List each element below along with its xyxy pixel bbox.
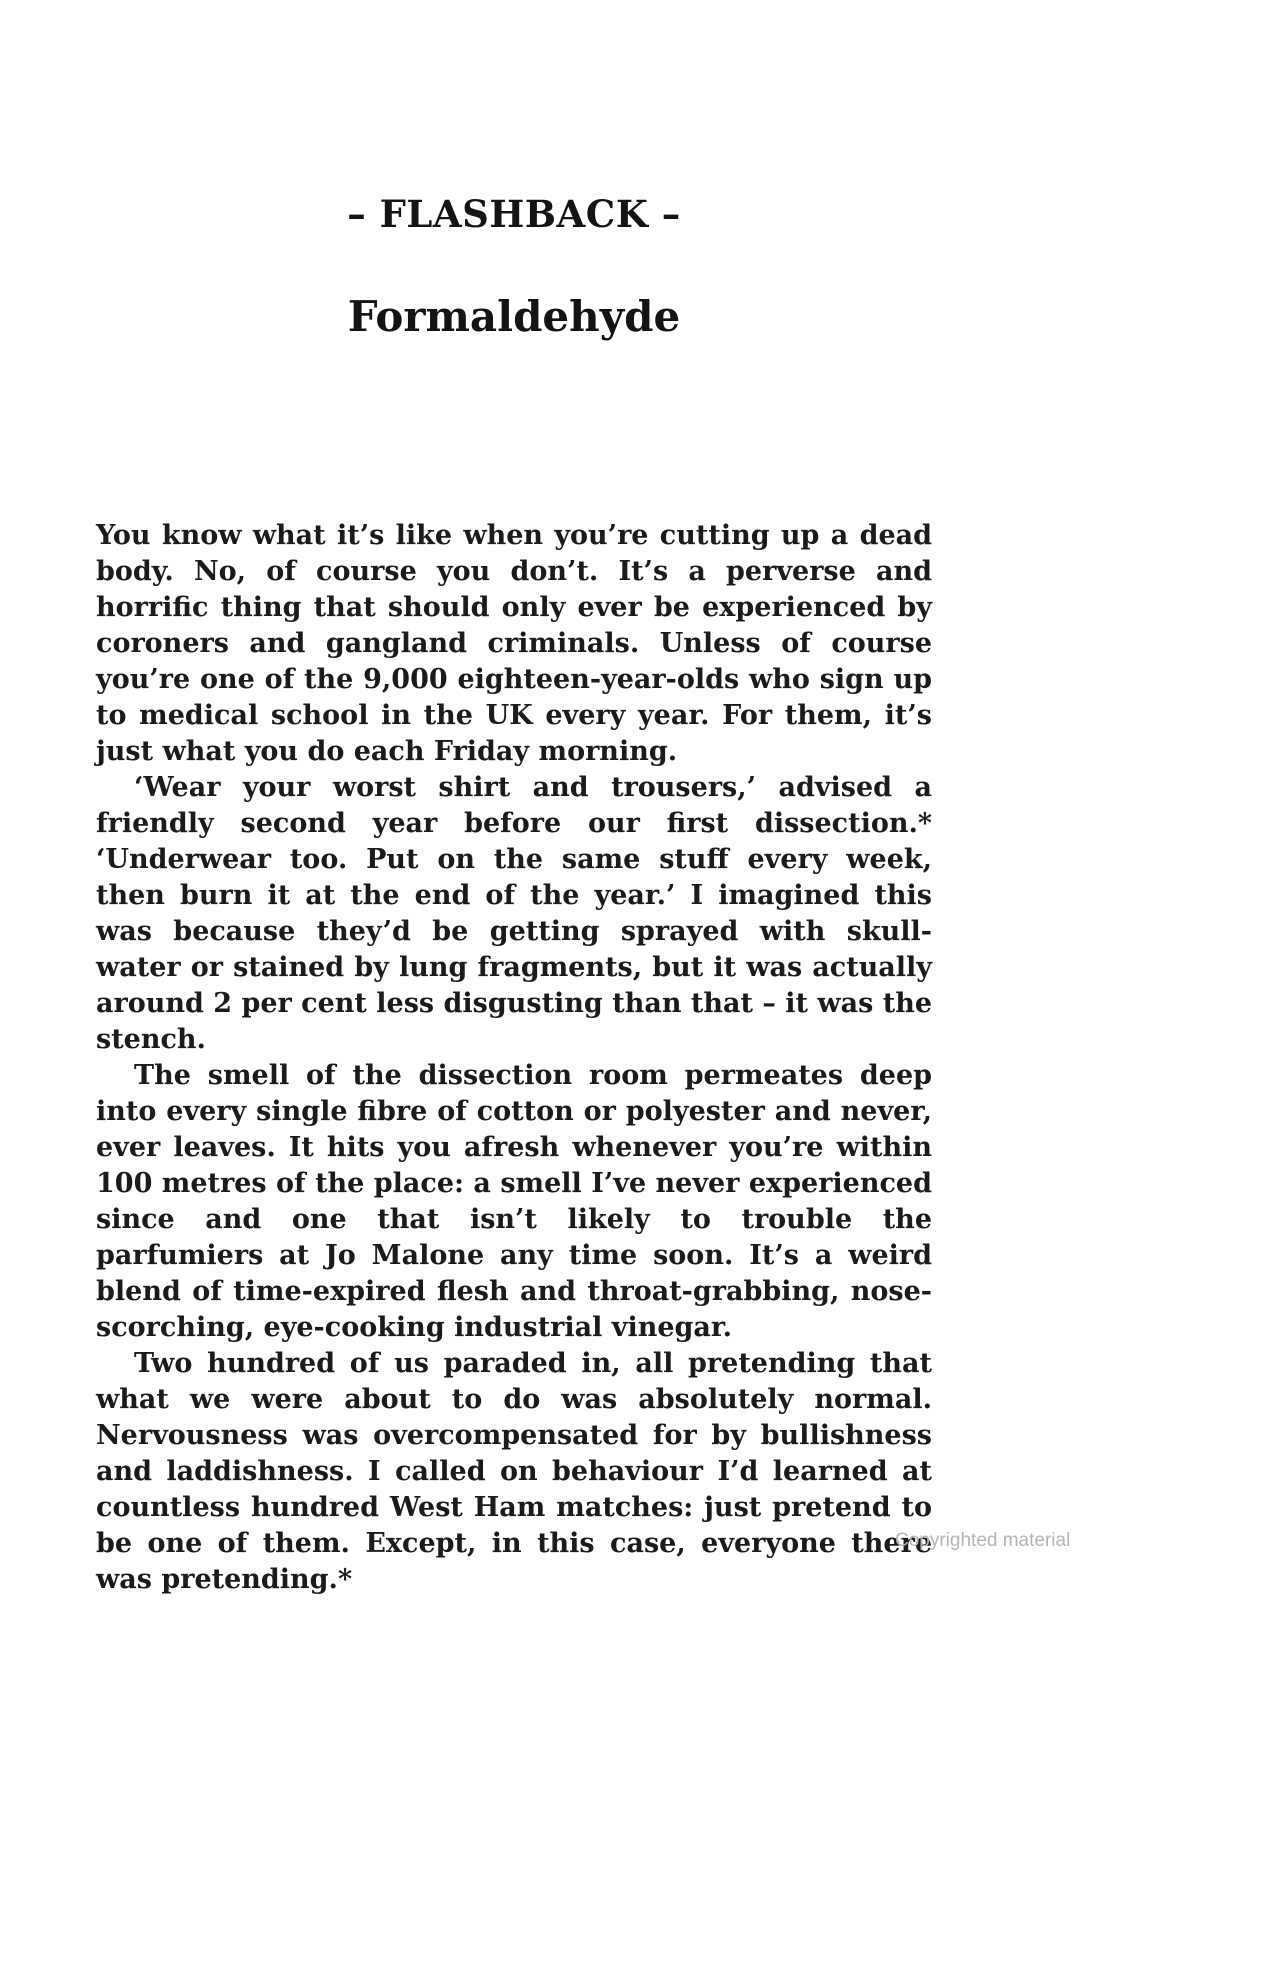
paragraph-3: The smell of the dissection room permeates deep into every single fibre of cotton or polyester and never, ever leaves. It hits you afresh whenever you’re within 100 metres of the place: a smell I’ve never experienced since and one that isn’t likely to trouble the parfumiers at Jo Malone any time soon. It’s a weird blend of time-expired flesh and throat-grabbing, nose-scorching, eye-cooking industrial vinegar. xyxy=(96,1060,932,1343)
paragraph-1: You know what it’s like when you’re cutting up a dead body. No, of course you don’t. It’s a perverse and horrific thing that should only ever be experienced by coroners and gangland criminals. Unless of course you’re one of the 9,000 eighteen-year-olds who sign up to medical school in the UK every year. For them, it’s just what you do each Friday morning. xyxy=(96,520,932,767)
chapter-title: Formaldehyde xyxy=(347,292,681,341)
paragraph-2: ‘Wear your worst shirt and trousers,’ advised a friendly second year before our first dissection.* ‘Underwear too. Put on the same stuff every week, then burn it at the end of the year.’ I imagined this was because they’d be getting sprayed with skull-water or stained by lung fragments, but it was actually around 2 per cent less disgusting than that – it was the stench. xyxy=(96,772,932,1055)
text-column xyxy=(96,192,932,1598)
flashback-heading: – FLASHBACK – xyxy=(347,192,681,236)
body-text xyxy=(96,518,932,1598)
paragraph-4: Two hundred of us paraded in, all pretending that what we were about to do was absolutely normal. Nervousness was overcompensated for by bullishness and laddishness. I called on behaviour I’d learned at countless hundred West Ham matches: just pretend to be one of them. Except, in this case, everyone there was pretending.* xyxy=(96,1348,932,1595)
copyright-watermark: Copyrighted material xyxy=(895,1530,1071,1551)
